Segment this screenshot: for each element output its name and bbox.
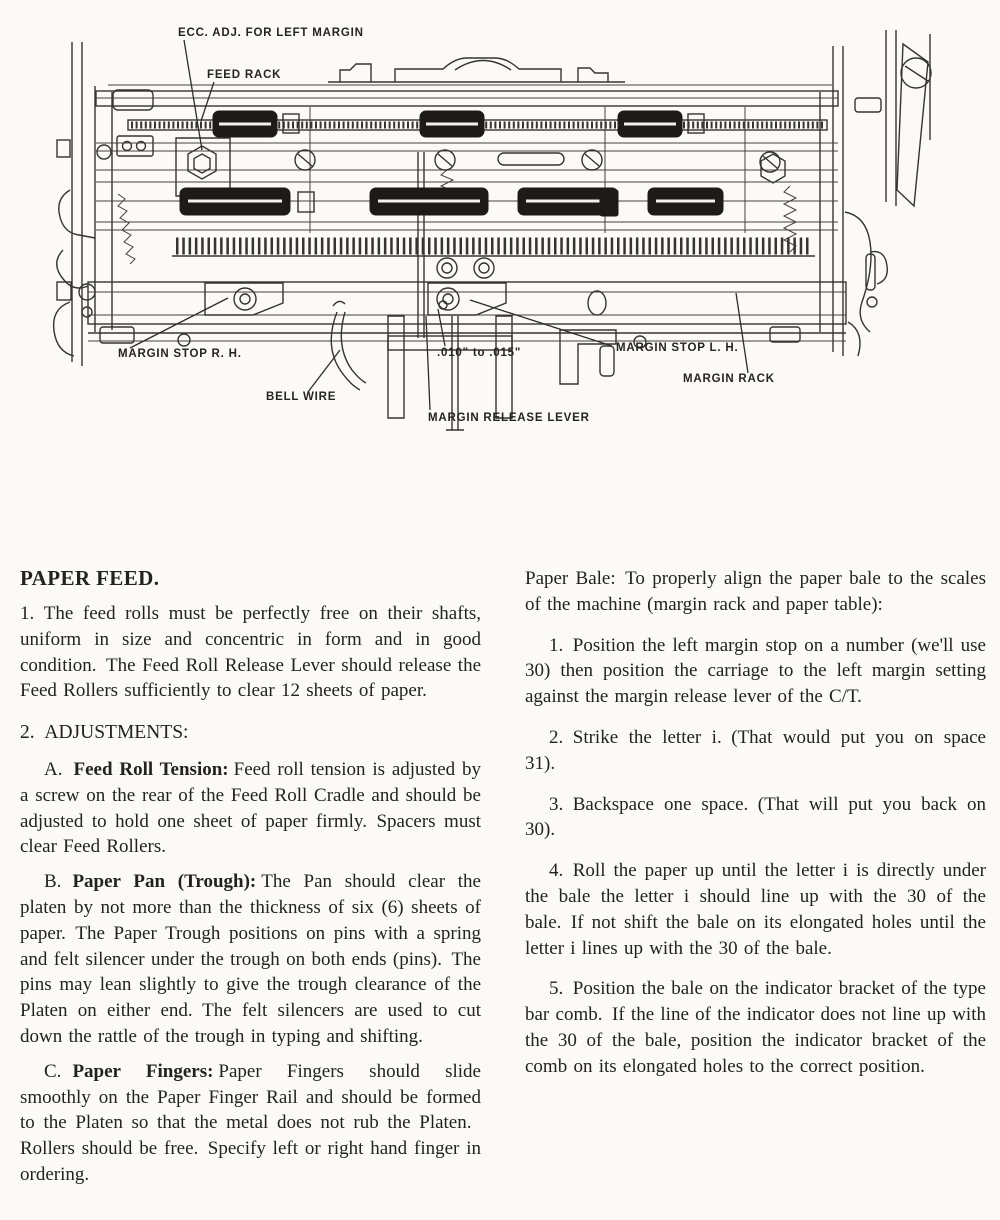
paragraph-feed-rolls: 1. The feed rolls must be perfectly free on their shafts, uniform in size and concentric in form and in good condition. The Feed Roll Release Lever should release the Feed Rollers sufficiently to clear 12 sheets of paper. — [20, 603, 481, 702]
item-label: Paper Fingers: — [72, 1060, 214, 1082]
diagram-label-ecc-adj: ECC. ADJ. FOR LEFT MARGIN — [178, 27, 364, 39]
diagram-label-margin-stop-lh: MARGIN STOP L. H. — [616, 342, 739, 354]
diagram-label-margin-rack: MARGIN RACK — [683, 373, 775, 385]
typewriter-mechanism-diagram — [0, 0, 1000, 460]
left-spring — [118, 194, 135, 264]
type-bar-comb — [172, 246, 815, 278]
right-column — [525, 566, 986, 1197]
step-4: 4. Roll the paper up until the letter i is directly under the bale the letter i should line up with the 30 of the bale. If not shift the bale on its elongated holes until the letter i lines up with the 30 of the bale. — [525, 860, 986, 959]
item-label: Paper Pan (Trough): — [72, 871, 257, 893]
body-text — [20, 566, 986, 1197]
paper-deflector — [897, 44, 928, 206]
item-text: The Pan should clear the platen by not more than the thickness of six (6) sheets of paper. The Paper Trough positions on pins with a spring and felt silencer under the trough on both ends (pins). The pins may lean slightly to give the trough clearance of the Platen on either end. The felt silencers are used to cut down the rattle of the trough in typing and shifting. — [20, 871, 481, 1047]
step-1: 1. Position the left margin stop on a number (we'll use 30) then position the carriage to the left margin setting against the margin release lever of the C/T. — [525, 634, 986, 708]
feed-rollers-upper — [213, 111, 704, 137]
diagram-label-clearance: .010" to .015" — [437, 347, 522, 359]
step-5: 5. Position the bale on the indicator bracket of the type bar comb. If the line of the indicator does not line up with the 30 of the bale, position the indicator bracket of the comb on its elongated holes to the correct position. — [525, 978, 986, 1077]
item-feed-roll-tension — [20, 757, 481, 860]
item-letter: A. — [44, 758, 63, 780]
feed-rollers-lower — [96, 188, 838, 216]
item-letter: B. — [44, 871, 62, 893]
page-heading: PAPER FEED. — [20, 566, 160, 590]
diagram-label-margin-stop-rh: MARGIN STOP R. H. — [118, 348, 242, 360]
margin-stop-rh-part — [205, 283, 283, 315]
left-column — [20, 566, 481, 1197]
item-paper-pan — [20, 869, 481, 1050]
diagram-label-feed-rack: FEED RACK — [207, 69, 282, 81]
item-letter: C. — [44, 1060, 62, 1082]
adjusting-screws — [295, 150, 780, 172]
item-text: Paper Fingers should slide smoothly on the Paper Finger Rail and should be formed to the Platen so that the metal does not rub the Platen. Rollers should be free. Specify left or right hand finger in ordering. — [20, 1060, 481, 1185]
item-paper-fingers — [20, 1059, 481, 1188]
frame-right — [833, 30, 931, 356]
item-text: Feed roll tension is adjusted by a screw on the rear of the Feed Roll Cradle and should be adjusted to hold one sheet of paper firmly. Spacers must clear Feed Rollers. — [20, 758, 481, 858]
diagram-label-margin-release-lever: MARGIN RELEASE LEVER — [428, 412, 590, 424]
paper-bale — [328, 58, 625, 82]
diagram-labels — [118, 27, 775, 424]
section-adjustments: 2. ADJUSTMENTS: — [20, 722, 189, 744]
margin-stop-lh-part — [428, 283, 506, 315]
item-label: Feed Roll Tension: — [73, 758, 229, 780]
step-3: 3. Backspace one space. (That will put you back on 30). — [525, 793, 986, 841]
step-2: 2. Strike the letter i. (That would put you on space 31). — [525, 726, 986, 774]
paragraph-paper-bale-intro: Paper Bale: To properly align the paper bale to the scales of the machine (margin rack and paper table): — [525, 568, 986, 615]
diagram-label-bell-wire: BELL WIRE — [266, 391, 337, 403]
